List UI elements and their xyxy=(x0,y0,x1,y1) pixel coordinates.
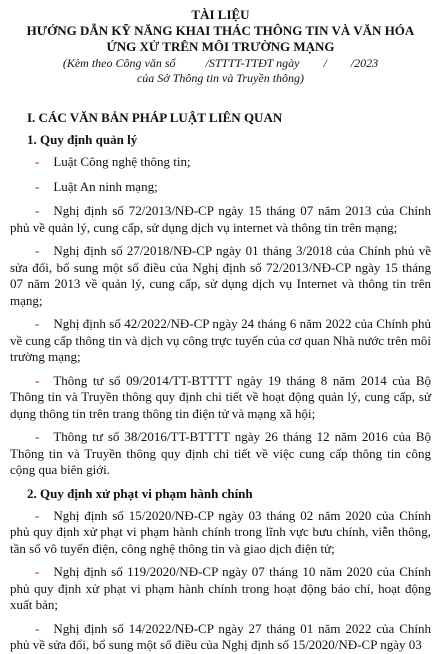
list-item xyxy=(10,243,431,309)
list-item-text: Luật Công nghệ thông tin; xyxy=(53,154,191,169)
bullet-dash: - xyxy=(35,429,40,444)
list-item-text: Thông tư số 38/2016/TT-BTTTT ngày 26 tháng 12 năm 2016 của Bộ Thông tin và Truyền thông quy định chi tiết về việc cung cấp thông tin công cộng qua biên giới. xyxy=(10,429,431,477)
doc-subtitle-line1: (Kèm theo Công văn số /STTTT-TTĐT ngày / /2023 xyxy=(62,56,379,70)
list-item xyxy=(10,564,431,614)
list-item-text: Thông tư số 09/2014/TT-BTTTT ngày 19 tháng 8 năm 2014 của Bộ Thông tin và Truyền thông quy định chi tiết về hoạt động quản lý, cung cấp, sử dụng thông tin trên trang thông tin điện tử và mạng xã hội; xyxy=(10,372,431,421)
bullet-dash: - xyxy=(35,564,40,579)
doc-subtitle-line2: của Sở Thông tin và Truyền thông) xyxy=(136,71,305,85)
subsection-heading-1: 1. Quy định quản lý xyxy=(27,132,138,147)
bullet-dash: - xyxy=(35,507,40,523)
doc-title: TÀI LIỆU xyxy=(191,7,250,22)
list-item-text: Nghị định số 72/2013/NĐ-CP ngày 15 tháng 07 năm 2013 của Chính phủ về quản lý, cung cấp, sử dụng dịch vụ internet và thông tin trên mạng; xyxy=(10,203,431,235)
list-item xyxy=(10,508,431,558)
list-item xyxy=(10,203,431,236)
list-item xyxy=(10,179,431,196)
list-item xyxy=(10,154,431,171)
list-item xyxy=(10,373,431,423)
list-item-text: Nghị định số 42/2022/NĐ-CP ngày 24 tháng 6 năm 2022 của Chính phủ về cung cấp thông tin và dịch vụ công trực tuyến của cơ quan Nhà nước trên môi trường mạng; xyxy=(10,316,431,364)
list-item-text: Nghị định số 119/2020/NĐ-CP ngày 07 tháng 10 năm 2020 của Chính phủ quy định xử phạt vi phạm hành chính trong hoạt động báo chí, hoạt động xuất bản; xyxy=(10,564,431,612)
bullet-dash: - xyxy=(35,243,40,258)
list-item xyxy=(10,429,431,479)
bullet-dash: - xyxy=(35,316,40,331)
bullet-dash: - xyxy=(35,620,40,636)
bullet-dash: - xyxy=(35,154,40,169)
subsection-heading-2: 2. Quy định xử phạt vi phạm hành chính xyxy=(27,485,253,501)
list-item-text: Luật An ninh mạng; xyxy=(53,178,158,194)
document-page xyxy=(0,7,437,652)
list-item-text: Nghị định số 14/2022/NĐ-CP ngày 27 tháng 01 năm 2022 của Chính phủ về sửa đổi, bổ sung một số điều của Nghị định số 15/2020/NĐ-CP ngày 03 xyxy=(10,620,431,652)
list-item xyxy=(10,621,431,654)
bullet-dash: - xyxy=(35,372,40,388)
bullet-dash: - xyxy=(35,178,40,194)
list-item xyxy=(10,316,431,366)
doc-title-line3: ỨNG XỬ TRÊN MÔI TRƯỜNG MẠNG xyxy=(106,39,335,54)
bullet-dash: - xyxy=(35,203,40,218)
list-item-text: Nghị định số 27/2018/NĐ-CP ngày 01 tháng 3/2018 của Chính phủ về sửa đổi, bổ sung một số điều của Nghị định số 72/2013/NĐ-CP ngày 15 tháng 07 năm 2013 về quản lý, cung cấp, sử dụng dịch vụ Internet và thông tin trên mạng; xyxy=(10,243,431,308)
list-item-text: Nghị định số 15/2020/NĐ-CP ngày 03 tháng 02 năm 2020 của Chính phủ quy định xử phạt vi phạm hành chính trong lĩnh vực bưu chính, viễn thông, tần số vô tuyến điện, công nghệ thông tin và giao dịch điện tử; xyxy=(10,507,431,556)
section-heading: I. CÁC VĂN BẢN PHÁP LUẬT LIÊN QUAN xyxy=(27,110,283,125)
doc-title-line2: HƯỚNG DẪN KỸ NĂNG KHAI THÁC THÔNG TIN VÀ VĂN HÓA xyxy=(26,23,415,38)
